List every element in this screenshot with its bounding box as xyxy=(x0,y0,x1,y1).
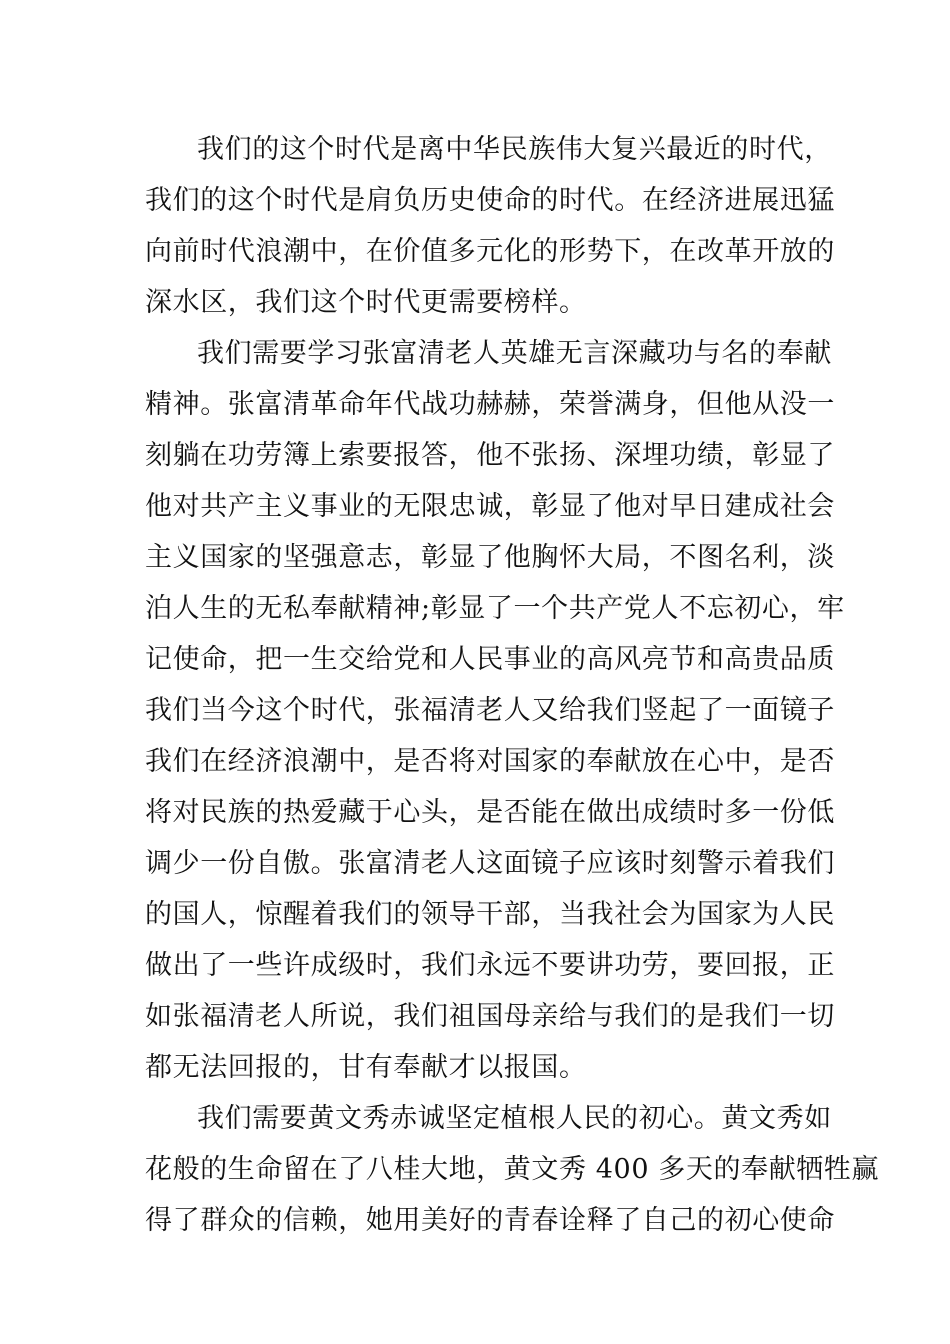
paragraph-2-line-13: 做出了一些许成级时，我们永远不要讲功劳，要回报，正 xyxy=(145,950,835,981)
paragraph-1-line-3: 向前时代浪潮中，在价值多元化的形势下，在改革开放的 xyxy=(145,236,835,267)
paragraph-3-line-2: 花般的生命留在了八桂大地，黄文秀 400 多天的奉献牺牲赢 xyxy=(145,1154,880,1185)
paragraph-2-line-8: 我们当今这个时代，张福清老人又给我们竖起了一面镜子 xyxy=(145,695,835,726)
paragraph-2-line-5: 主义国家的坚强意志，彰显了他胸怀大局，不图名利，淡 xyxy=(145,542,835,573)
paragraph-3-line-3: 得了群众的信赖，她用美好的青春诠释了自己的初心使命 xyxy=(145,1205,835,1236)
paragraph-2-line-1: 我们需要学习张富清老人英雄无言深藏功与名的奉献 xyxy=(197,338,832,369)
paragraph-2-line-6: 泊人生的无私奉献精神;彰显了一个共产党人不忘初心，牢 xyxy=(145,593,845,624)
paragraph-2-line-7: 记使命，把一生交给党和人民事业的高风亮节和高贵品质 xyxy=(145,644,835,675)
paragraph-2-line-15: 都无法回报的，甘有奉献才以报国。 xyxy=(145,1052,587,1083)
paragraph-2-line-9: 我们在经济浪潮中，是否将对国家的奉献放在心中，是否 xyxy=(145,746,835,777)
paragraph-2-line-14: 如张福清老人所说，我们祖国母亲给与我们的是我们一切 xyxy=(145,1001,835,1032)
paragraph-2-line-12: 的国人，惊醒着我们的领导干部，当我社会为国家为人民 xyxy=(145,899,835,930)
paragraph-1-line-1: 我们的这个时代是离中华民族伟大复兴最近的时代， xyxy=(197,134,832,165)
paragraph-2-line-10: 将对民族的热爱藏于心头，是否能在做出成绩时多一份低 xyxy=(145,797,835,828)
paragraph-1-line-4: 深水区，我们这个时代更需要榜样。 xyxy=(145,287,587,318)
paragraph-2-line-4: 他对共产主义事业的无限忠诚，彰显了他对早日建成社会 xyxy=(145,491,835,522)
paragraph-2-line-3: 刻躺在功劳簿上索要报答，他不张扬、深埋功绩，彰显了 xyxy=(145,440,835,471)
paragraph-2-line-2: 精神。张富清革命年代战功赫赫，荣誉满身，但他从没一 xyxy=(145,389,835,420)
paragraph-3-line-1: 我们需要黄文秀赤诚坚定植根人民的初心。黄文秀如 xyxy=(197,1103,832,1134)
paragraph-1-line-2: 我们的这个时代是肩负历史使命的时代。在经济进展迅猛 xyxy=(145,185,835,216)
paragraph-2-line-11: 调少一份自傲。张富清老人这面镜子应该时刻警示着我们 xyxy=(145,848,835,879)
